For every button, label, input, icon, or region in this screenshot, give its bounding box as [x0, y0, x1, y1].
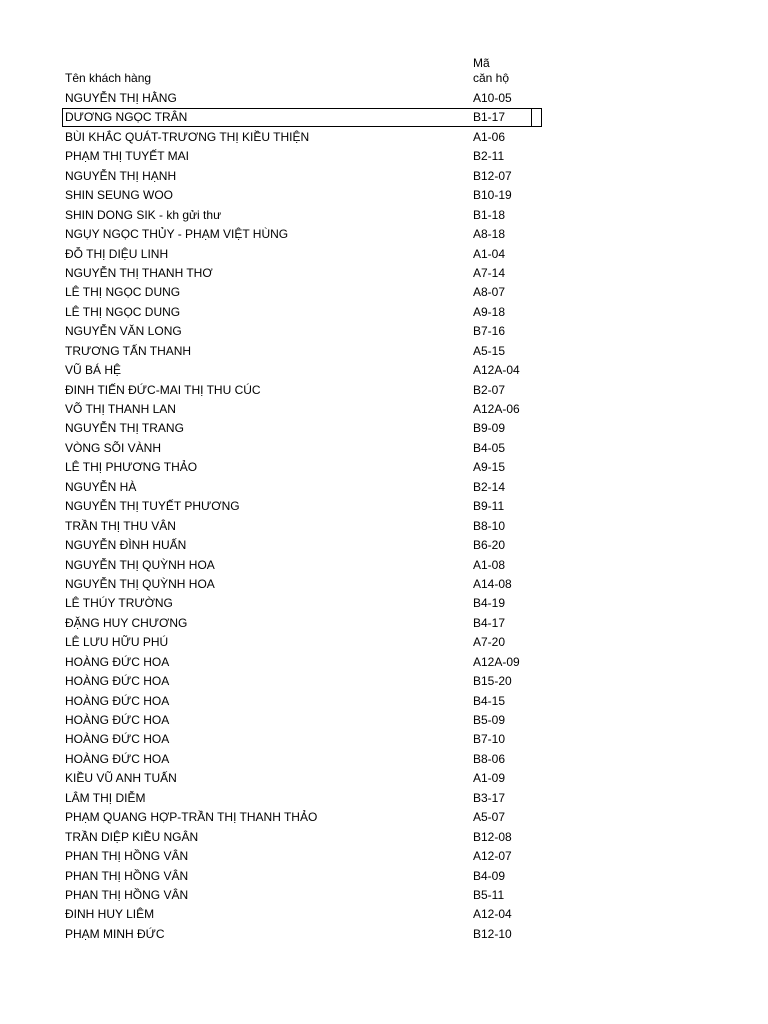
apartment-code-cell[interactable]: B4-05 — [473, 440, 506, 455]
table-row[interactable] — [0, 380, 768, 399]
table-row[interactable] — [0, 244, 768, 263]
table-row[interactable] — [0, 321, 768, 340]
apartment-code-cell[interactable]: A9-18 — [473, 304, 506, 319]
table-row[interactable] — [0, 205, 768, 224]
customer-name-cell[interactable]: PHAN THỊ HỒNG VÂN — [65, 849, 189, 864]
table-header — [0, 56, 768, 88]
table-row[interactable] — [0, 399, 768, 418]
apartment-code-cell[interactable]: A5-15 — [473, 343, 506, 358]
customer-name-cell[interactable]: BÙI KHẮC QUÁT-TRƯƠNG THỊ KIỀU THIỆN — [65, 129, 310, 144]
customer-name-cell[interactable]: TRẦN DIỆP KIỀU NGÂN — [65, 829, 199, 844]
apartment-code-cell[interactable]: B2-11 — [473, 149, 505, 164]
customer-name-cell[interactable]: NGỤY NGỌC THỦY - PHẠM VIỆT HÙNG — [65, 227, 289, 242]
customer-name-cell[interactable]: KIỀU VŨ ANH TUẤN — [65, 771, 177, 786]
table-row[interactable] — [0, 827, 768, 846]
apartment-code-cell[interactable]: A8-18 — [473, 227, 506, 242]
table-row[interactable] — [0, 671, 768, 690]
table-row[interactable] — [0, 88, 768, 107]
apartment-code-cell[interactable]: B4-15 — [473, 693, 506, 708]
customer-name-cell[interactable]: NGUYỄN THỊ TRANG — [65, 421, 184, 436]
table-row[interactable] — [0, 418, 768, 437]
customer-name-cell[interactable]: NGUYỄN THỊ TUYẾT PHƯƠNG — [65, 499, 240, 514]
customer-name-cell[interactable]: LÊ THỊ PHƯƠNG THẢO — [65, 460, 198, 475]
apartment-code-cell[interactable]: B9-11 — [473, 499, 505, 514]
apartment-code-header — [473, 56, 509, 86]
apartment-code-cell[interactable]: B1-18 — [473, 207, 506, 222]
apartment-code-cell[interactable]: B2-07 — [473, 382, 506, 397]
customer-name-cell[interactable]: NGUYỄN THỊ QUỲNH HOA — [65, 557, 215, 572]
table-row[interactable] — [0, 555, 768, 574]
apartment-code-cell[interactable]: B12-10 — [473, 926, 512, 941]
apartment-code-cell[interactable]: B6-20 — [473, 538, 506, 553]
apartment-code-header-line1: Mã — [473, 56, 490, 70]
apartment-code-cell[interactable]: B9-09 — [473, 421, 506, 436]
apartment-code-cell[interactable]: B8-10 — [473, 518, 506, 533]
apartment-code-cell[interactable]: A5-07 — [473, 810, 506, 825]
apartment-code-cell[interactable]: A1-09 — [473, 771, 506, 786]
table-row[interactable] — [0, 593, 768, 612]
customer-name-cell[interactable]: LÂM THỊ DIỄM — [65, 790, 146, 805]
table-row[interactable] — [0, 516, 768, 535]
table-row[interactable] — [0, 127, 768, 146]
customer-name-cell[interactable]: PHẠM QUANG HỢP-TRẦN THỊ THANH THẢO — [65, 810, 318, 825]
table-row[interactable] — [0, 535, 768, 554]
apartment-code-cell[interactable]: A8-07 — [473, 285, 506, 300]
apartment-code-cell[interactable]: B15-20 — [473, 674, 512, 689]
customer-name-cell[interactable]: LÊ THÚY TRƯỜNG — [65, 596, 173, 611]
table-row[interactable] — [0, 341, 768, 360]
table-row[interactable] — [0, 904, 768, 923]
apartment-code-cell[interactable]: B4-09 — [473, 868, 506, 883]
customer-name-cell[interactable]: ĐINH HUY LIÊM — [65, 907, 155, 922]
table-row[interactable] — [0, 788, 768, 807]
apartment-code-cell[interactable]: B8-06 — [473, 751, 506, 766]
customer-name-cell[interactable]: PHẠM MINH ĐỨC — [65, 926, 165, 941]
table-row[interactable] — [0, 302, 768, 321]
customer-name-cell[interactable]: HOÀNG ĐỨC HOA — [65, 751, 170, 766]
apartment-code-header-line2: căn hộ — [473, 71, 510, 85]
apartment-code-cell[interactable]: A9-15 — [473, 460, 506, 475]
customer-name-cell[interactable]: SHIN DONG SIK - kh gửi thư — [65, 207, 222, 222]
apartment-code-cell[interactable]: A12-07 — [473, 849, 512, 864]
apartment-code-cell[interactable]: A12A-04 — [473, 363, 520, 378]
customer-name-cell[interactable]: NGUYỄN THỊ HẠNH — [65, 168, 177, 183]
apartment-code-cell[interactable]: A7-20 — [473, 635, 506, 650]
table-row[interactable] — [0, 807, 768, 826]
apartment-code-cell[interactable]: B4-19 — [473, 596, 506, 611]
table-row[interactable] — [0, 477, 768, 496]
apartment-code-cell[interactable]: A7-14 — [473, 265, 506, 280]
table-row[interactable] — [0, 282, 768, 301]
apartment-code-cell[interactable]: A12A-09 — [473, 654, 520, 669]
table-row[interactable] — [0, 263, 768, 282]
customer-name-cell[interactable]: NGUYỄN THỊ HẰNG — [65, 91, 177, 105]
table-row[interactable] — [0, 438, 768, 457]
customer-name-cell[interactable]: ĐINH TIẾN ĐỨC-MAI THỊ THU CÚC — [65, 382, 261, 397]
customer-name-cell[interactable]: LÊ THỊ NGỌC DUNG — [65, 304, 181, 319]
apartment-code-cell[interactable]: B7-10 — [473, 732, 506, 747]
customer-name-cell[interactable]: HOÀNG ĐỨC HOA — [65, 654, 170, 669]
customer-name-cell[interactable]: HOÀNG ĐỨC HOA — [65, 674, 170, 689]
table-row[interactable] — [0, 749, 768, 768]
customer-name-cell[interactable]: PHẠM THỊ TUYẾT MAI — [65, 149, 190, 164]
customer-name-cell[interactable]: TRƯƠNG TẤN THANH — [65, 343, 192, 358]
apartment-code-cell[interactable]: B5-09 — [473, 713, 506, 727]
customer-name-cell[interactable]: ĐẶNG HUY CHƯƠNG — [65, 615, 188, 630]
apartment-code-cell[interactable]: B4-17 — [473, 615, 506, 630]
customer-name-cell[interactable]: NGUYỄN ĐÌNH HUẤN — [65, 538, 187, 553]
customer-name-cell[interactable]: NGUYỄN THỊ THANH THƠ — [65, 265, 213, 280]
customer-name-cell[interactable]: TRẦN THỊ THU VÂN — [65, 518, 176, 533]
table-row[interactable] — [0, 846, 768, 865]
table-row[interactable] — [0, 146, 768, 165]
apartment-code-cell[interactable]: A10-05 — [473, 91, 512, 105]
customer-name-cell[interactable]: PHAN THỊ HỒNG VÂN — [65, 887, 189, 902]
table-row[interactable] — [0, 710, 768, 729]
table-row[interactable] — [0, 729, 768, 748]
table-row[interactable] — [0, 632, 768, 651]
customer-name-cell[interactable]: VŨ BÁ HỆ — [65, 363, 122, 378]
customer-name-cell[interactable]: PHAN THỊ HỒNG VÂN — [65, 868, 189, 883]
customer-name-cell[interactable]: NGUYỄN VĂN LONG — [65, 324, 182, 339]
customer-name-cell[interactable]: ĐỖ THỊ DIỆU LINH — [65, 246, 169, 261]
table-row[interactable] — [0, 613, 768, 632]
table-row[interactable] — [0, 107, 768, 126]
customer-name-cell[interactable]: NGUYỄN HÀ — [65, 479, 137, 494]
customer-name-cell[interactable]: VÒNG SÕI VÀNH — [65, 440, 162, 455]
customer-name-cell[interactable]: HOÀNG ĐỨC HOA — [65, 693, 170, 708]
customer-name-cell[interactable]: LÊ THỊ NGỌC DUNG — [65, 285, 181, 300]
table-row[interactable] — [0, 457, 768, 476]
table-row[interactable] — [0, 224, 768, 243]
table-row[interactable] — [0, 924, 768, 943]
customer-name-cell[interactable]: VÕ THỊ THANH LAN — [65, 402, 176, 416]
apartment-code-cell[interactable]: A12A-06 — [473, 402, 520, 416]
table-row[interactable] — [0, 885, 768, 904]
table-row[interactable] — [0, 496, 768, 515]
apartment-code-cell[interactable]: A12-04 — [473, 907, 512, 922]
apartment-code-cell[interactable]: B5-11 — [473, 887, 505, 902]
customer-name-cell[interactable]: SHIN SEUNG WOO — [65, 188, 174, 203]
apartment-code-cell[interactable]: B1-17 — [473, 110, 506, 125]
table-row[interactable] — [0, 652, 768, 671]
table-row[interactable] — [0, 866, 768, 885]
customer-table-body — [0, 88, 768, 943]
apartment-code-cell[interactable]: B12-08 — [473, 829, 512, 844]
customer-name-cell[interactable]: HOÀNG ĐỨC HOA — [65, 732, 170, 747]
table-row[interactable] — [0, 360, 768, 379]
table-row[interactable] — [0, 574, 768, 593]
table-row[interactable] — [0, 185, 768, 204]
table-row[interactable] — [0, 768, 768, 787]
customer-name-cell[interactable]: LÊ LƯU HỮU PHÚ — [65, 635, 169, 650]
apartment-code-cell[interactable]: B3-17 — [473, 790, 506, 805]
table-row[interactable] — [0, 166, 768, 185]
table-row[interactable] — [0, 691, 768, 710]
apartment-code-cell[interactable]: B10-19 — [473, 188, 512, 203]
apartment-code-cell[interactable]: B7-16 — [473, 324, 506, 339]
customer-name-header: Tên khách hàng — [65, 71, 152, 85]
apartment-code-cell[interactable]: B12-07 — [473, 168, 512, 183]
apartment-code-cell[interactable]: A14-08 — [473, 576, 512, 591]
apartment-code-cell[interactable]: B2-14 — [473, 479, 506, 494]
customer-name-cell[interactable]: HOÀNG ĐỨC HOA — [65, 713, 170, 727]
apartment-code-cell[interactable]: A1-08 — [473, 557, 506, 572]
customer-name-cell[interactable]: DƯƠNG NGỌC TRÂN — [65, 110, 188, 125]
apartment-code-cell[interactable]: A1-04 — [473, 246, 506, 261]
apartment-code-cell[interactable]: A1-06 — [473, 129, 506, 144]
customer-name-cell[interactable]: NGUYỄN THỊ QUỲNH HOA — [65, 576, 215, 591]
